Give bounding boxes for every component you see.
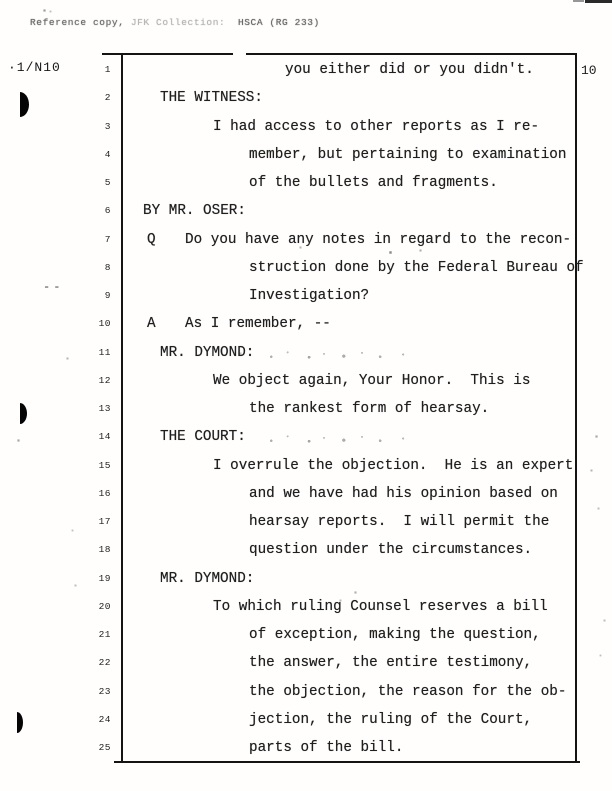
- stamp-text-collection: JFK Collection:: [124, 17, 232, 28]
- transcript-line: [0, 599, 612, 617]
- line-number: 22: [98, 657, 111, 668]
- scan-noise-specks: [0, 0, 1, 1]
- line-number: 10: [98, 318, 111, 329]
- transcript-line-text: struction done by the Federal Bureau of: [249, 260, 584, 276]
- pencil-smudge: [258, 433, 423, 444]
- scan-edge-mark-light: [573, 0, 584, 2]
- line-number: 24: [98, 714, 111, 725]
- transcript-line-text: THE COURT:: [160, 429, 246, 445]
- page-number: 10: [581, 63, 597, 78]
- transcript-line-text: of the bullets and fragments.: [249, 175, 498, 191]
- margin-pencil-mark: --: [43, 280, 64, 294]
- line-number: 2: [104, 92, 111, 103]
- transcript-line-text: I overrule the objection. He is an expert: [213, 458, 574, 474]
- line-number: 9: [104, 290, 111, 301]
- qa-prefix: A: [147, 316, 156, 332]
- transcript-line: [0, 203, 612, 221]
- line-number: 8: [104, 262, 111, 273]
- transcript-line: [0, 486, 612, 504]
- stamp-text-reference-copy: Reference copy,: [30, 17, 125, 28]
- transcript-line-text: Investigation?: [249, 288, 370, 304]
- transcript-line-text: the objection, the reason for the ob-: [249, 684, 567, 700]
- line-number: 7: [104, 234, 111, 245]
- transcript-line: [0, 316, 612, 334]
- transcript-line-text: question under the circumstances.: [249, 542, 533, 558]
- line-number: 5: [104, 177, 111, 188]
- frame-border-top: [246, 53, 577, 55]
- line-number: 25: [98, 742, 111, 753]
- transcript-line-text: member, but pertaining to examination: [249, 147, 567, 163]
- transcript-line-text: As I remember, --: [185, 316, 331, 332]
- transcript-line-text: To which ruling Counsel reserves a bill: [213, 599, 548, 615]
- document-id-label: ·1/N10: [8, 60, 61, 75]
- transcript-line: [0, 90, 612, 108]
- line-number: 19: [98, 573, 111, 584]
- scan-edge-mark: [585, 0, 612, 3]
- transcript-line-text: the rankest form of hearsay.: [249, 401, 490, 417]
- transcript-line: [0, 571, 612, 589]
- transcript-line-text: I had access to other reports as I re-: [213, 119, 540, 135]
- stamp-text-record-group: HSCA (RG 233): [231, 17, 320, 28]
- transcript-line-text: the answer, the entire testimony,: [249, 655, 533, 671]
- transcript-line-text: of exception, making the question,: [249, 627, 541, 643]
- line-number: 20: [98, 601, 111, 612]
- line-number: 13: [98, 403, 111, 414]
- line-number: 21: [98, 629, 111, 640]
- transcript-line: [0, 62, 612, 80]
- transcript-line: [0, 119, 612, 137]
- transcript-line-text: and we have had his opinion based on: [249, 486, 558, 502]
- transcript-line-text: hearsay reports. I will permit the: [249, 514, 550, 530]
- line-number: 12: [98, 375, 111, 386]
- transcript-line-text: We object again, Your Honor. This is: [213, 373, 531, 389]
- transcript-line: [0, 401, 612, 419]
- line-number: 3: [104, 121, 111, 132]
- transcript-line-text: you either did or you didn't.: [285, 62, 534, 78]
- line-number: 11: [98, 347, 111, 358]
- transcript-line: [0, 542, 612, 560]
- transcript-line: [0, 373, 612, 391]
- transcript-line: [0, 147, 612, 165]
- transcript-line: [0, 740, 612, 758]
- transcript-line-text: parts of the bill.: [249, 740, 404, 756]
- line-number: 15: [98, 460, 111, 471]
- transcript-line: [0, 232, 612, 250]
- transcript-line-text: jection, the ruling of the Court,: [249, 712, 533, 728]
- transcript-line: [0, 260, 612, 278]
- line-number: 16: [98, 488, 111, 499]
- transcript-line: [0, 627, 612, 645]
- transcript-line: [0, 429, 612, 447]
- line-number: 17: [98, 516, 111, 527]
- transcript-line: [0, 458, 612, 476]
- transcript-line-text: Do you have any notes in regard to the recon-: [185, 232, 572, 248]
- frame-border-bottom: [114, 761, 580, 763]
- pencil-smudge: [258, 349, 423, 360]
- transcript-line: [0, 684, 612, 702]
- transcript-line: [0, 175, 612, 193]
- line-number: 1: [104, 64, 111, 75]
- transcript-line: [0, 655, 612, 673]
- transcript-line-text: MR. DYMOND:: [160, 345, 255, 361]
- transcript-line: [0, 712, 612, 730]
- line-number: 18: [98, 544, 111, 555]
- transcript-line-text: MR. DYMOND:: [160, 571, 255, 587]
- transcript-line: [0, 345, 612, 363]
- transcript-line-text: THE WITNESS:: [160, 90, 263, 106]
- line-number: 4: [104, 149, 111, 160]
- transcript-line: [0, 514, 612, 532]
- archive-stamp: [30, 17, 320, 28]
- line-number: 14: [98, 431, 111, 442]
- line-number: 23: [98, 686, 111, 697]
- line-number: 6: [104, 205, 111, 216]
- transcript-line-text: BY MR. OSER:: [143, 203, 246, 219]
- transcript-line: [0, 288, 612, 306]
- qa-prefix: Q: [147, 232, 156, 248]
